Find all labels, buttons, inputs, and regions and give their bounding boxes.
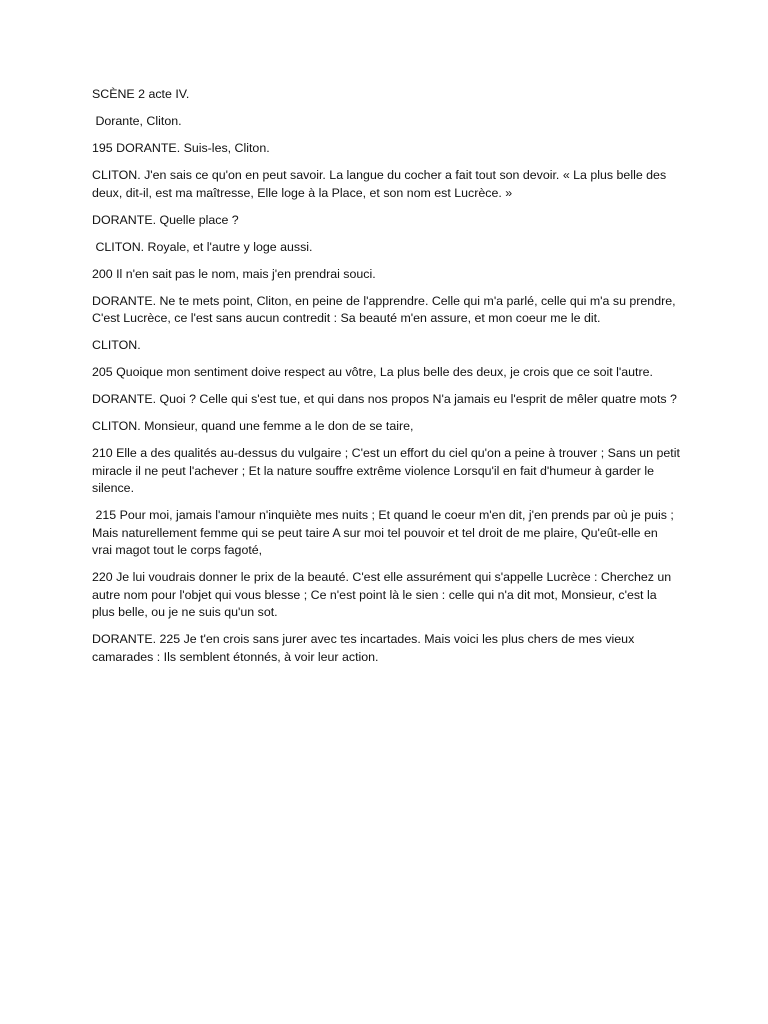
dialogue-paragraph: CLITON. Monsieur, quand une femme a le don de se taire,: [92, 419, 414, 433]
document-body: [92, 86, 684, 676]
dialogue-paragraph: 220 Je lui voudrais donner le prix de la beauté. C'est elle assurément qui s'appelle Lucrèce : Cherchez un autre nom pour l'objet qui vous blesse ; Ce n'est point là le sien : celle qui n'a dit mot, Monsieur, c'est la plus belle, ou je ne suis qu'un sot.: [92, 570, 675, 619]
speaker-line: CLITON.: [92, 338, 141, 352]
dialogue-paragraph: CLITON. Royale, et l'autre y loge aussi.: [92, 239, 313, 254]
character-list: Dorante, Cliton.: [92, 114, 182, 128]
dialogue-paragraph: DORANTE. Ne te mets point, Cliton, en peine de l'apprendre. Celle qui m'a parlé, celle qui m'a su prendre, C'est Lucrèce, ce l'est sans aucun contredit : Sa beauté m'en assure, et mon coeur me le dit.: [92, 293, 680, 325]
dialogue-paragraph: 200 Il n'en sait pas le nom, mais j'en prendrai souci.: [92, 266, 376, 281]
dialogue-paragraph: 205 Quoique mon sentiment doive respect au vôtre, La plus belle des deux, je crois que ce soit l'autre.: [92, 365, 653, 379]
dialogue-paragraph: DORANTE. Quoi ? Celle qui s'est tue, et qui dans nos propos N'a jamais eu l'esprit de mêler quatre mots ?: [92, 392, 677, 406]
dialogue-paragraph: 215 Pour moi, jamais l'amour n'inquiète mes nuits ; Et quand le coeur m'en dit, j'en prends par où je puis ; Mais naturellement femme qui se peut taire A sur moi tel pouvoir et tel droit de me plaire, Qu'eût-elle en vrai magot tout le corps fagoté,: [92, 508, 678, 557]
scene-heading: SCÈNE 2 acte IV.: [92, 87, 190, 101]
dialogue-paragraph: 210 Elle a des qualités au-dessus du vulgaire ; C'est un effort du ciel qu'on a peine à trouver ; Sans un petit miracle il ne peut l'achever ; Et la nature souffre extrême violence Lorsqu'il en fait d'humeur à garder le silence.: [92, 446, 684, 495]
dialogue-paragraph: DORANTE. 225 Je t'en crois sans jurer avec tes incartades. Mais voici les plus chers de mes vieux camarades : Ils semblent étonnés, à voir leur action.: [92, 632, 638, 664]
dialogue-paragraph: 195 DORANTE. Suis-les, Cliton.: [92, 141, 270, 155]
dialogue-paragraph: CLITON. J'en sais ce qu'on en peut savoir. La langue du cocher a fait tout son devoir. « La plus belle des deux, dit-il, est ma maîtresse, Elle loge à la Place, et son nom est Lucrèce. »: [92, 168, 670, 200]
dialogue-paragraph: DORANTE. Quelle place ?: [92, 212, 239, 227]
